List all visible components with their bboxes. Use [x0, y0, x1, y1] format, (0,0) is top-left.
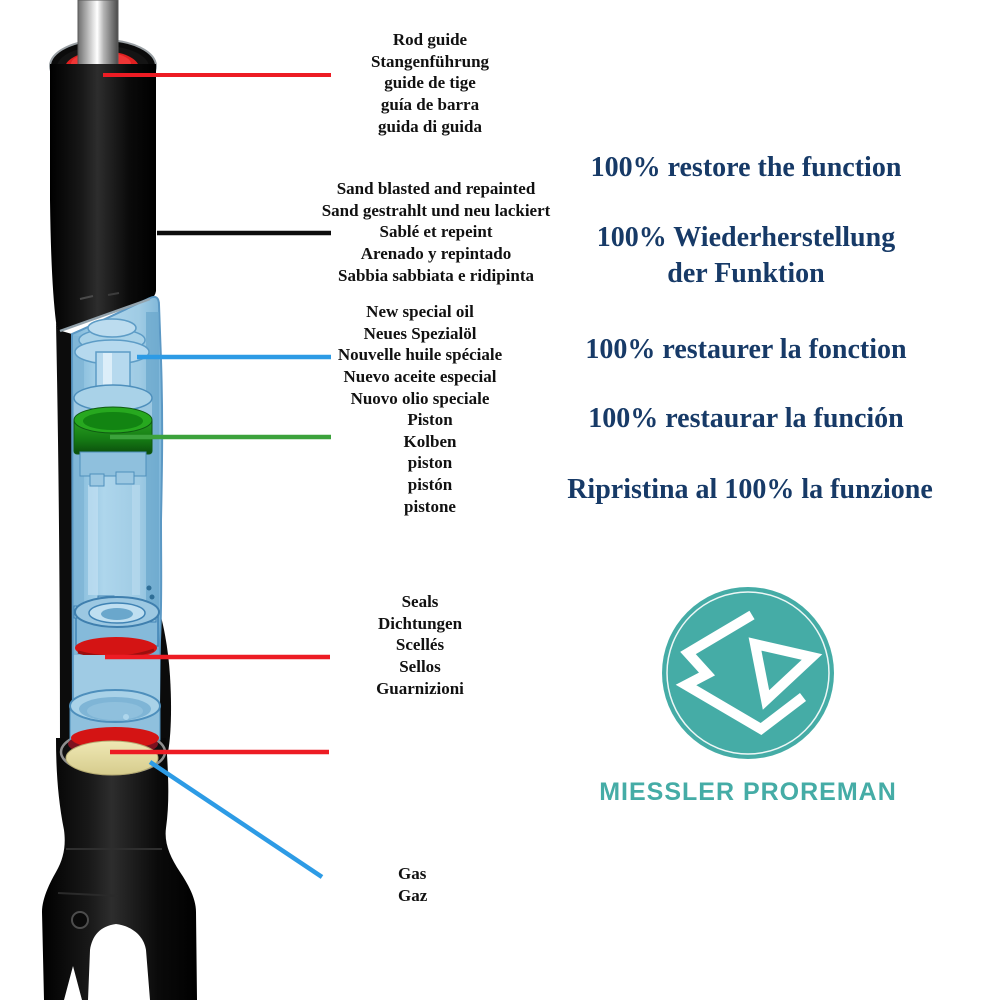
callout-text-line: pistone: [404, 496, 456, 516]
heading-restore-de: [530, 220, 962, 292]
callout-text-line: Stangenführung: [370, 51, 490, 71]
callout-text-line: guida di guida: [378, 116, 482, 136]
callout-text-line: guide de tige: [384, 73, 476, 93]
brand-logo: [660, 585, 836, 761]
callout-text-line: New special oil: [366, 302, 474, 321]
callout-new-oil: [270, 301, 570, 410]
callout-text-line: Nouvelle huile spéciale: [337, 345, 503, 365]
heading-line: 100% Wiederherstellung: [596, 222, 896, 253]
callout-text-line: guía de barra: [380, 95, 480, 115]
piston-rod: [78, 0, 118, 72]
callout-text-line: Gas: [398, 864, 427, 883]
callout-text-line: Sellos: [399, 657, 441, 677]
callout-text-line: Sabbia sabbiata e ridipinta: [337, 265, 535, 285]
gas-chamber: [66, 741, 158, 775]
callout-text-line: Guarnizioni: [376, 678, 464, 698]
callout-text-line: Sablé et repeint: [379, 222, 493, 242]
heading-restore-it: Ripristina al 100% la funzione: [567, 474, 933, 505]
heading-line: der Funktion: [667, 258, 825, 289]
heading-restore-es: 100% restaurar la función: [588, 403, 904, 434]
callout-text-line: Piston: [407, 410, 453, 429]
callout-text-line: Scellés: [395, 635, 445, 655]
callout-text-line: Neues Spezialöl: [363, 323, 477, 343]
brand-wordmark: MIESSLER PROREMAN: [599, 778, 897, 806]
heading-restore-en: 100% restore the function: [590, 152, 902, 183]
callout-rod-guide: [280, 29, 580, 138]
callout-text-line: Rod guide: [392, 30, 468, 49]
callout-text-line: Arenado y repintado: [360, 244, 512, 264]
callout-text-line: Nuovo olio speciale: [350, 388, 490, 408]
callout-text-line: Sand blasted and repainted: [336, 179, 536, 198]
cylinder-body-upper: [50, 64, 156, 331]
callout-seals: [270, 591, 570, 700]
callout-text-line: Nuevo aceite especial: [343, 367, 497, 387]
callout-text-line: piston: [407, 453, 453, 473]
leader-line-gas: [150, 762, 322, 877]
heading-restore-fr: 100% restaurer la fonction: [585, 334, 907, 365]
callout-text-line: Dichtungen: [377, 613, 463, 633]
callout-text-line: Seals: [401, 592, 439, 611]
callout-gas: [398, 863, 518, 906]
callout-text-line: Gaz: [398, 885, 428, 905]
callout-text-line: pistón: [407, 475, 453, 495]
callout-text-line: Kolben: [403, 431, 457, 451]
callout-text-line: Sand gestrahlt und neu lackiert: [321, 200, 551, 220]
